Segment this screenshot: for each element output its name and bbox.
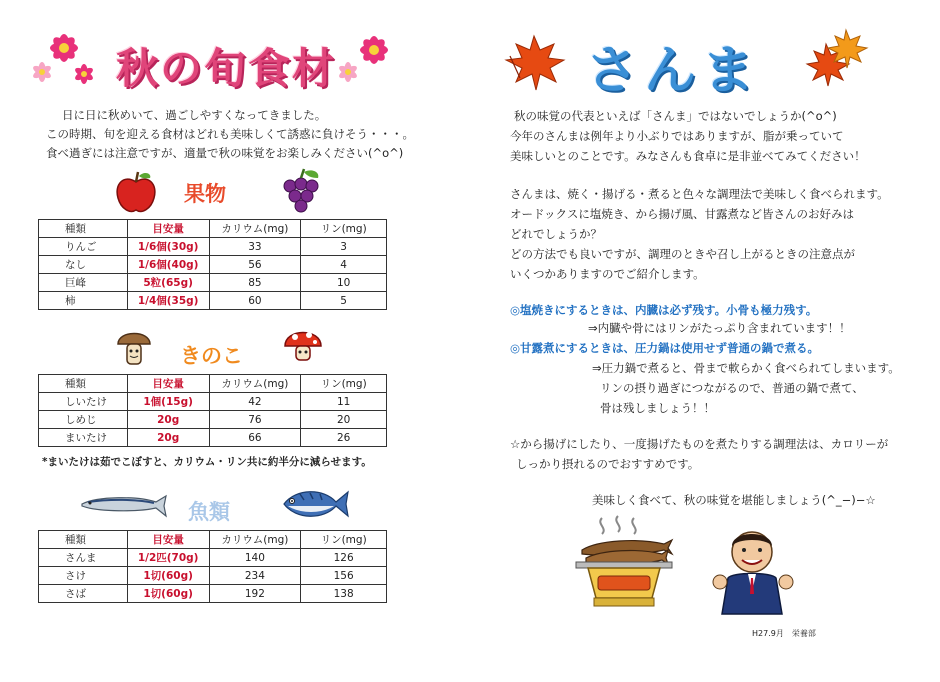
table-cell: さけ <box>39 567 128 585</box>
body-text: オードックスに塩焼き、から揚げ風、甘露煮など皆さんのお好みは <box>510 207 854 221</box>
table-row <box>39 256 387 274</box>
table-cell: 60 <box>209 292 301 310</box>
tip-detail: 骨は残しましょう！！ <box>600 401 715 415</box>
table-cell: 3 <box>301 238 387 256</box>
table-fruit <box>38 219 387 310</box>
table-cell: しいたけ <box>39 393 128 411</box>
table-header: カリウム(mg) <box>209 220 301 238</box>
table-header: リン(mg) <box>301 375 387 393</box>
red-mushroom-icon <box>282 324 324 366</box>
tip-heading: ◎塩焼きにするときは、内臓は必ず残す。小骨も極力残す。 <box>510 303 818 317</box>
body-text: しっかり摂れるのでおすすめです。 <box>516 457 700 471</box>
table-cell: 5 <box>301 292 387 310</box>
closing-text: 美味しく食べて、秋の味覚を堪能しましょう(^_−)−☆ <box>592 493 876 507</box>
table-cell: 140 <box>209 549 301 567</box>
table-cell: 126 <box>301 549 387 567</box>
intro-line: 日に日に秋めいて、過ごしやすくなってきました。 <box>62 108 327 122</box>
body-text: どれでしょうか？ <box>510 227 602 241</box>
body-text: 今年のさんまは例年より小ぶりではありますが、脂が乗っていて <box>510 129 844 143</box>
body-text: さんまは、焼く・揚げる・煮ると色々な調理法で美味しく食べられます。 <box>510 187 889 201</box>
saury-fish-icon <box>78 490 168 522</box>
table-header: リン(mg) <box>301 220 387 238</box>
table-cell: 1/6個(30g) <box>127 238 209 256</box>
tip-detail: リンの摂り過ぎにつながるので、普通の鍋で煮て、 <box>600 381 864 395</box>
table-cell: 10 <box>301 274 387 292</box>
table-cell: 11 <box>301 393 387 411</box>
section-title-fish: 魚類 <box>188 500 230 524</box>
table-fish <box>38 530 387 603</box>
tip-heading: ◎甘露煮にするときは、圧力鍋は使用せず普通の鍋で煮る。 <box>510 341 820 355</box>
table-cell: 5粒(65g) <box>127 274 209 292</box>
maple-leaf-icon <box>500 32 570 92</box>
table-cell: なし <box>39 256 128 274</box>
body-text: 秋の味覚の代表といえば「さんま」ではないでしょうか(^o^) <box>514 109 837 123</box>
table-cell: 234 <box>209 567 301 585</box>
table-row <box>39 393 387 411</box>
mushroom-icon <box>114 324 154 372</box>
table-header: 種類 <box>39 220 128 238</box>
table-cell: 42 <box>209 393 301 411</box>
table-header: カリウム(mg) <box>209 531 301 549</box>
table-cell: 76 <box>209 411 301 429</box>
grape-icon <box>276 166 326 218</box>
table-cell: 192 <box>209 585 301 603</box>
table-cell: 66 <box>209 429 301 447</box>
apple-icon <box>112 168 160 216</box>
table-cell: 56 <box>209 256 301 274</box>
tip-detail: ⇒内臓や骨にはリンがたっぷり含まれています！！ <box>588 321 851 335</box>
table-cell: 20g <box>127 411 209 429</box>
intro-line: この時期、旬を迎える食材はどれも美味しくて誘惑に負けそう・・・。 <box>46 127 414 141</box>
page-title-left: 秋の旬食材 <box>116 44 337 93</box>
table-cell: 33 <box>209 238 301 256</box>
table-cell: まいたけ <box>39 429 128 447</box>
table-cell: 柿 <box>39 292 128 310</box>
mushroom-note: *まいたけは茹でこぼすと、カリウム・リン共に約半分に減らせます。 <box>42 456 372 468</box>
table-cell: 1/6個(40g) <box>127 256 209 274</box>
table-row <box>39 274 387 292</box>
table-row <box>39 567 387 585</box>
maple-leaf-icon <box>798 28 870 92</box>
table-cell: さば <box>39 585 128 603</box>
table-cell: 1切(60g) <box>127 567 209 585</box>
footer-credit: H27.9月 栄養部 <box>752 629 816 638</box>
table-cell: 20 <box>301 411 387 429</box>
section-title-mushroom: きのこ <box>180 344 243 368</box>
table-row <box>39 411 387 429</box>
table-cell: 138 <box>301 585 387 603</box>
table-cell: 156 <box>301 567 387 585</box>
tip-detail: ⇒圧力鍋で煮ると、骨まで軟らかく食べられてしまいます。 <box>592 361 900 375</box>
table-header: リン(mg) <box>301 531 387 549</box>
table-cell: 26 <box>301 429 387 447</box>
table-row <box>39 292 387 310</box>
table-cell: 巨峰 <box>39 274 128 292</box>
table-header: 目安量 <box>127 220 209 238</box>
table-cell: 1切(60g) <box>127 585 209 603</box>
body-text: ☆から揚げにしたり、一度揚げたものを煮たりする調理法は、カロリーが <box>510 437 889 451</box>
body-text: どの方法でも良いですが、調理のときや召し上がるときの注意点が <box>510 247 855 261</box>
table-row <box>39 585 387 603</box>
table-header: 種類 <box>39 375 128 393</box>
table-header: 種類 <box>39 531 128 549</box>
body-text: いくつかありますのでご紹介します。 <box>510 267 705 281</box>
cosmos-flower-icon <box>28 26 102 88</box>
table-cell: 20g <box>127 429 209 447</box>
table-cell: しめじ <box>39 411 128 429</box>
page-title-right: さんま <box>586 41 761 101</box>
table-row <box>39 429 387 447</box>
table-cell: 4 <box>301 256 387 274</box>
table-header: 目安量 <box>127 531 209 549</box>
mackerel-fish-icon <box>278 484 350 524</box>
table-mushroom <box>38 374 387 447</box>
table-cell: 1個(15g) <box>127 393 209 411</box>
table-header: 目安量 <box>127 375 209 393</box>
table-cell: さんま <box>39 549 128 567</box>
table-header: カリウム(mg) <box>209 375 301 393</box>
table-cell: 1/2匹(70g) <box>127 549 209 567</box>
grill-icon <box>568 514 680 620</box>
section-title-fruit: 果物 <box>184 182 226 206</box>
table-cell: りんご <box>39 238 128 256</box>
cosmos-flower-icon <box>334 26 408 88</box>
chef-icon <box>712 522 798 618</box>
table-cell: 1/4個(35g) <box>127 292 209 310</box>
table-row <box>39 238 387 256</box>
body-text: 美味しいとのことです。みなさんも食卓に是非並べてみてください！ <box>510 149 866 163</box>
table-cell: 85 <box>209 274 301 292</box>
intro-line: 食べ過ぎには注意ですが、適量で秋の味覚をお楽しみください(^o^) <box>46 146 404 160</box>
table-row <box>39 549 387 567</box>
